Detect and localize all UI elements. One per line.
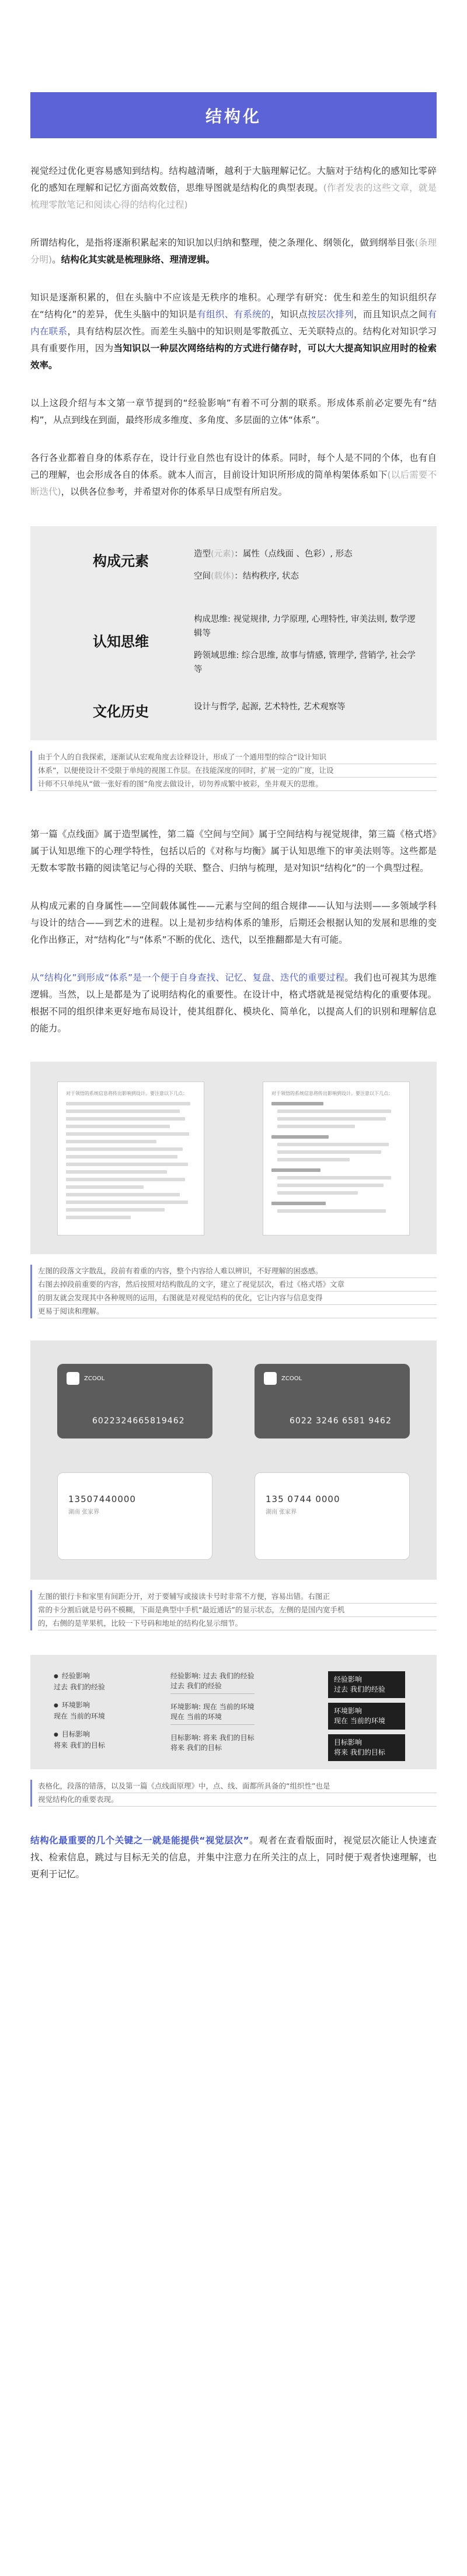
block-item: 目标影响 将来 我们的目标 — [328, 1734, 405, 1761]
framework-item: 设计与哲学, 起源, 艺术特性, 艺术观察等 — [194, 702, 346, 712]
caption-line: 表格化，段落的错落，以及第一篇《点线面原理》中，点、线、面都所具备的“组织性”也是 — [38, 1780, 437, 1793]
call-record-spaced — [255, 1472, 410, 1560]
label-item: 经验影响: 过去 我们的经验 过去 我们的经验 — [170, 1671, 255, 1694]
caption-line: 更易于阅读和理解。 — [38, 1305, 437, 1318]
definition-note: (条理分明) — [30, 237, 437, 265]
caption-line: 右图去掉段前重要的内容，然后按照对结构散乱的文字，建立了视觉层次，看过《格式塔》文章 — [38, 1278, 437, 1292]
card-brand: ZCOOL — [84, 1375, 105, 1382]
bank-card-unspaced — [57, 1364, 212, 1438]
importance-text: 。我们也可视其为思维逻辑。当然，以上是都是为了说明结构化的重要性。在设计中，格式塔就是视觉结构化的重要体现。根据不同的组织律来更好地布局设计，使其组群化、模块化、简单化，以提高人们的识别和理解信息的能力。 — [30, 972, 437, 1034]
phone-number: 135 0744 0000 — [266, 1494, 340, 1504]
caption-line: 计师不只单纯从“做一张好看的图”角度去做设计，切勿养成繁中被彩，坐井观天的思维。 — [38, 778, 437, 791]
page-title: 结构化 — [30, 92, 437, 138]
framework-item-note: (载体) — [211, 572, 235, 581]
thumbnail-unstructured — [57, 1082, 204, 1236]
importance-highlight: 从“结构化”到形成“体系”是一个便于自身查找、记忆、复盘、迭代的重要过程 — [30, 972, 345, 983]
bullet-item: ● 目标影响 将来 我们的目标 — [54, 1730, 105, 1751]
card-number: 6022 3246 6581 9462 — [290, 1416, 392, 1426]
caption-line: 的，右侧的是苹果机，比较一下号码和地址的结构化显示细节。 — [38, 1617, 437, 1630]
definition-punct: 。 — [52, 254, 61, 265]
framework-items — [194, 547, 419, 583]
definition-emphasis: 结构化其实就是梳理脉络、理清逻辑。 — [61, 254, 215, 265]
thumbnail-heading: 对于领悟的系统信息将传出影响到设计。要注意以下几点： — [271, 1091, 393, 1096]
card-comparison-panel — [30, 1340, 437, 1580]
framework-item — [194, 569, 419, 583]
label-item: 环境影响: 现在 当前的环境 现在 当前的环境 — [170, 1702, 255, 1725]
framework-items — [194, 698, 419, 720]
paragraph-definition — [30, 235, 437, 268]
hierarchy-text: 。观者在查看版面时，视觉层次能让人快速查找、检索信息，跳过与目标无关的信息，并集中注意力在所关注的点上，同时便于观者快速理解，也更利于记忆。 — [30, 1835, 437, 1880]
framework-item-note: (元素) — [211, 550, 235, 559]
framework-item: 跨领域思维: 综合思维, 故事与情感, 管理学, 营销学, 社会学等 — [194, 651, 416, 674]
phone-location: 湖南 张家界 — [68, 1509, 100, 1516]
hierarchy-highlight: 结构化最重要的几个关键之一就是能提供“视觉层次” — [30, 1835, 249, 1846]
framework-item-detail: ：属性（点线面 、色彩）, 形态 — [234, 550, 353, 559]
framework-category: 构成元素 — [93, 553, 149, 569]
framework-caption — [30, 751, 437, 791]
knowledge-highlight-1: 有组织、有系统的 — [197, 309, 271, 320]
block-item: 经验影响 过去 我们的经验 — [328, 1671, 405, 1698]
caption-line: 视觉结构化的重要表现。 — [38, 1793, 437, 1807]
intro-text: 视觉经过优化更容易感知到结构。结构越清晰，越利于大脑理解记忆。大脑对于结构化的感知比零碎化的感知在理解和记忆方面高效数倍，思维导图就是结构化的典型表现。 — [30, 166, 437, 193]
tabulation-caption — [30, 1780, 437, 1807]
call-record-unspaced — [57, 1472, 212, 1560]
caption-line: 左图的银行卡和家里有间距分开，对于要辅写或接读卡号时非常不方便，容易出错。右图正 — [38, 1590, 437, 1604]
bullet-item: ● 经验影响 过去 我们的经验 — [54, 1671, 105, 1692]
bullet-item: ● 环境影响 现在 当前的环境 — [54, 1700, 105, 1721]
caption-line: 左图的段落文字散乱，段前有着重的内容，整个内容给人难以辨识，不好理解的困惑感。 — [38, 1265, 437, 1278]
label-list-column — [170, 1671, 255, 1761]
layout-comparison-panel — [30, 1062, 437, 1254]
card-number: 6022324665819462 — [92, 1416, 185, 1426]
knowledge-emphasis: 当知识以一种层次网络结构的方式进行储存时，可以大大提高知识应用时的检索效率。 — [30, 343, 437, 370]
definition-text: 所谓结构化，是指将逐渐积累起来的知识加以归纳和整理，使之条理化、纲领化，做到纲举目张 — [30, 237, 415, 248]
thumbnail-structured — [263, 1082, 410, 1236]
knowledge-text-d: ，具有结构层次性。而差生头脑中的知识则是零散孤立、无关联特点的。结构化对知识学习具有重要作用，因为 — [30, 326, 437, 354]
knowledge-framework-box — [30, 526, 437, 740]
thumbnail-heading: 对于领悟的系统信息将传出影响到设计。要注意以下几点： — [66, 1091, 187, 1096]
comparison-caption — [30, 1265, 437, 1318]
framework-items — [194, 612, 419, 677]
framework-row-culture — [48, 698, 419, 720]
system-note: (以后需要不断迭代) — [30, 470, 437, 497]
framework-category: 认知思维 — [93, 634, 149, 650]
bullet-list-column — [54, 1671, 105, 1759]
caption-line: 由于个人的自我探索，逐渐试从宏观角度去诠释设计，形成了一个通用型的综合“设计知识 — [38, 751, 437, 764]
card-brand: ZCOOL — [281, 1375, 302, 1382]
label-item: 目标影响: 将来 我们的目标 将来 我们的目标 — [170, 1734, 255, 1752]
paragraph-intro — [30, 163, 437, 214]
card-chip-icon — [264, 1372, 277, 1385]
framework-item — [194, 547, 419, 561]
card-caption — [30, 1590, 437, 1630]
paragraph-hierarchy — [30, 1832, 437, 1883]
phone-location: 湖南 张家界 — [266, 1509, 297, 1516]
card-chip-icon — [67, 1372, 79, 1385]
tabulation-example-panel — [30, 1655, 437, 1769]
knowledge-text-a: 知识是逐渐积累的，但在头脑中不应该是无秩序的堆积。心理学有研究：优生和差生的知识组织存在“结构化”的差异，优生头脑中的知识是 — [30, 292, 437, 320]
phone-number: 13507440000 — [68, 1494, 136, 1504]
caption-line: 常的卡分割后就是号码不模糊，下面是典型中手机“最近通话”的显示状态，左侧的是国内宽手机 — [38, 1604, 437, 1617]
caption-line: 的朋友就会发现其中各种规则的运用，右图就是对视觉结构的优化，它让内容与信息变得 — [38, 1292, 437, 1305]
caption-line: 体系”，以便使设计不受限于单纯的视图工作层。在技能深度的同时，扩展一定的广度，让设 — [38, 764, 437, 778]
framework-row-elements — [48, 547, 419, 583]
paragraph-series: 第一篇《点线面》属于造型属性，第二篇《空间与空间》属于空间结构与视觉规律，第三篇《格式塔》属于认知思维下的心理学特性，包括以后的《对称与均衡》属于认知思维下的审美法则等。这些都是无数本零散书籍的阅读笔记与心得的关联、整合、归纳与梳理，是对知识“结构化”的一个典型过程。 — [30, 829, 437, 873]
paragraph-progression: 从构成元素的自身属性——空间载体属性——元素与空间的组合规律——认知与法则——多领域学科与设计的结合——到艺术的进程。以上是初步结构体系的雏形，后期还会根据认知的发展和思维的变化作出修正，对“结构化”与“体系”不断的优化、迭代，以至推翻都是大有可能。 — [30, 901, 437, 945]
paragraph-system — [30, 450, 437, 501]
framework-item-text: 空间 — [194, 572, 211, 581]
block-list-column — [328, 1671, 405, 1766]
framework-item-text: 造型 — [194, 550, 211, 559]
paragraph-experience: 以上这段介绍与本文第一章节提到的“经验影响”有着不可分割的联系。形成体系前必定要先有“结构”，从点到线在到面，最终形成多维度、多角度、多层面的立体“体系”。 — [30, 398, 437, 425]
framework-item: 构成思维: 视觉规律, 力学原理, 心理特性, 审美法则, 数学逻辑等 — [194, 615, 416, 638]
knowledge-text-b: ，知识点 — [270, 309, 308, 320]
system-text-a: 各行各业都着自身的体系存在，设计行业自然也有设计的体系。同时，每个人是不同的个体，也有自己的理解，也会形成各自的体系。就本人而言，目前设计知识所形成的简单构架体系如下 — [30, 453, 437, 480]
paragraph-knowledge — [30, 289, 437, 374]
framework-category: 文化历史 — [93, 704, 149, 720]
paragraph-importance — [30, 970, 437, 1037]
intro-note: (作者发表的这些文章，就是梳理零散笔记和阅读心得的结构化过程) — [30, 183, 437, 210]
bank-card-spaced — [255, 1364, 410, 1438]
block-item: 环境影响 现在 当前的环境 — [328, 1703, 405, 1730]
knowledge-highlight-3: 有内在联系 — [30, 309, 437, 337]
system-text-b: ，以供各位参考，并希望对你的体系早日成型有所启发。 — [61, 487, 288, 497]
framework-item-detail: ：结构秩序, 状态 — [234, 572, 299, 581]
knowledge-text-c: ，而且知识点之间 — [354, 309, 428, 320]
knowledge-highlight-2: 按层次排列 — [308, 309, 354, 320]
framework-row-thinking — [48, 612, 419, 677]
